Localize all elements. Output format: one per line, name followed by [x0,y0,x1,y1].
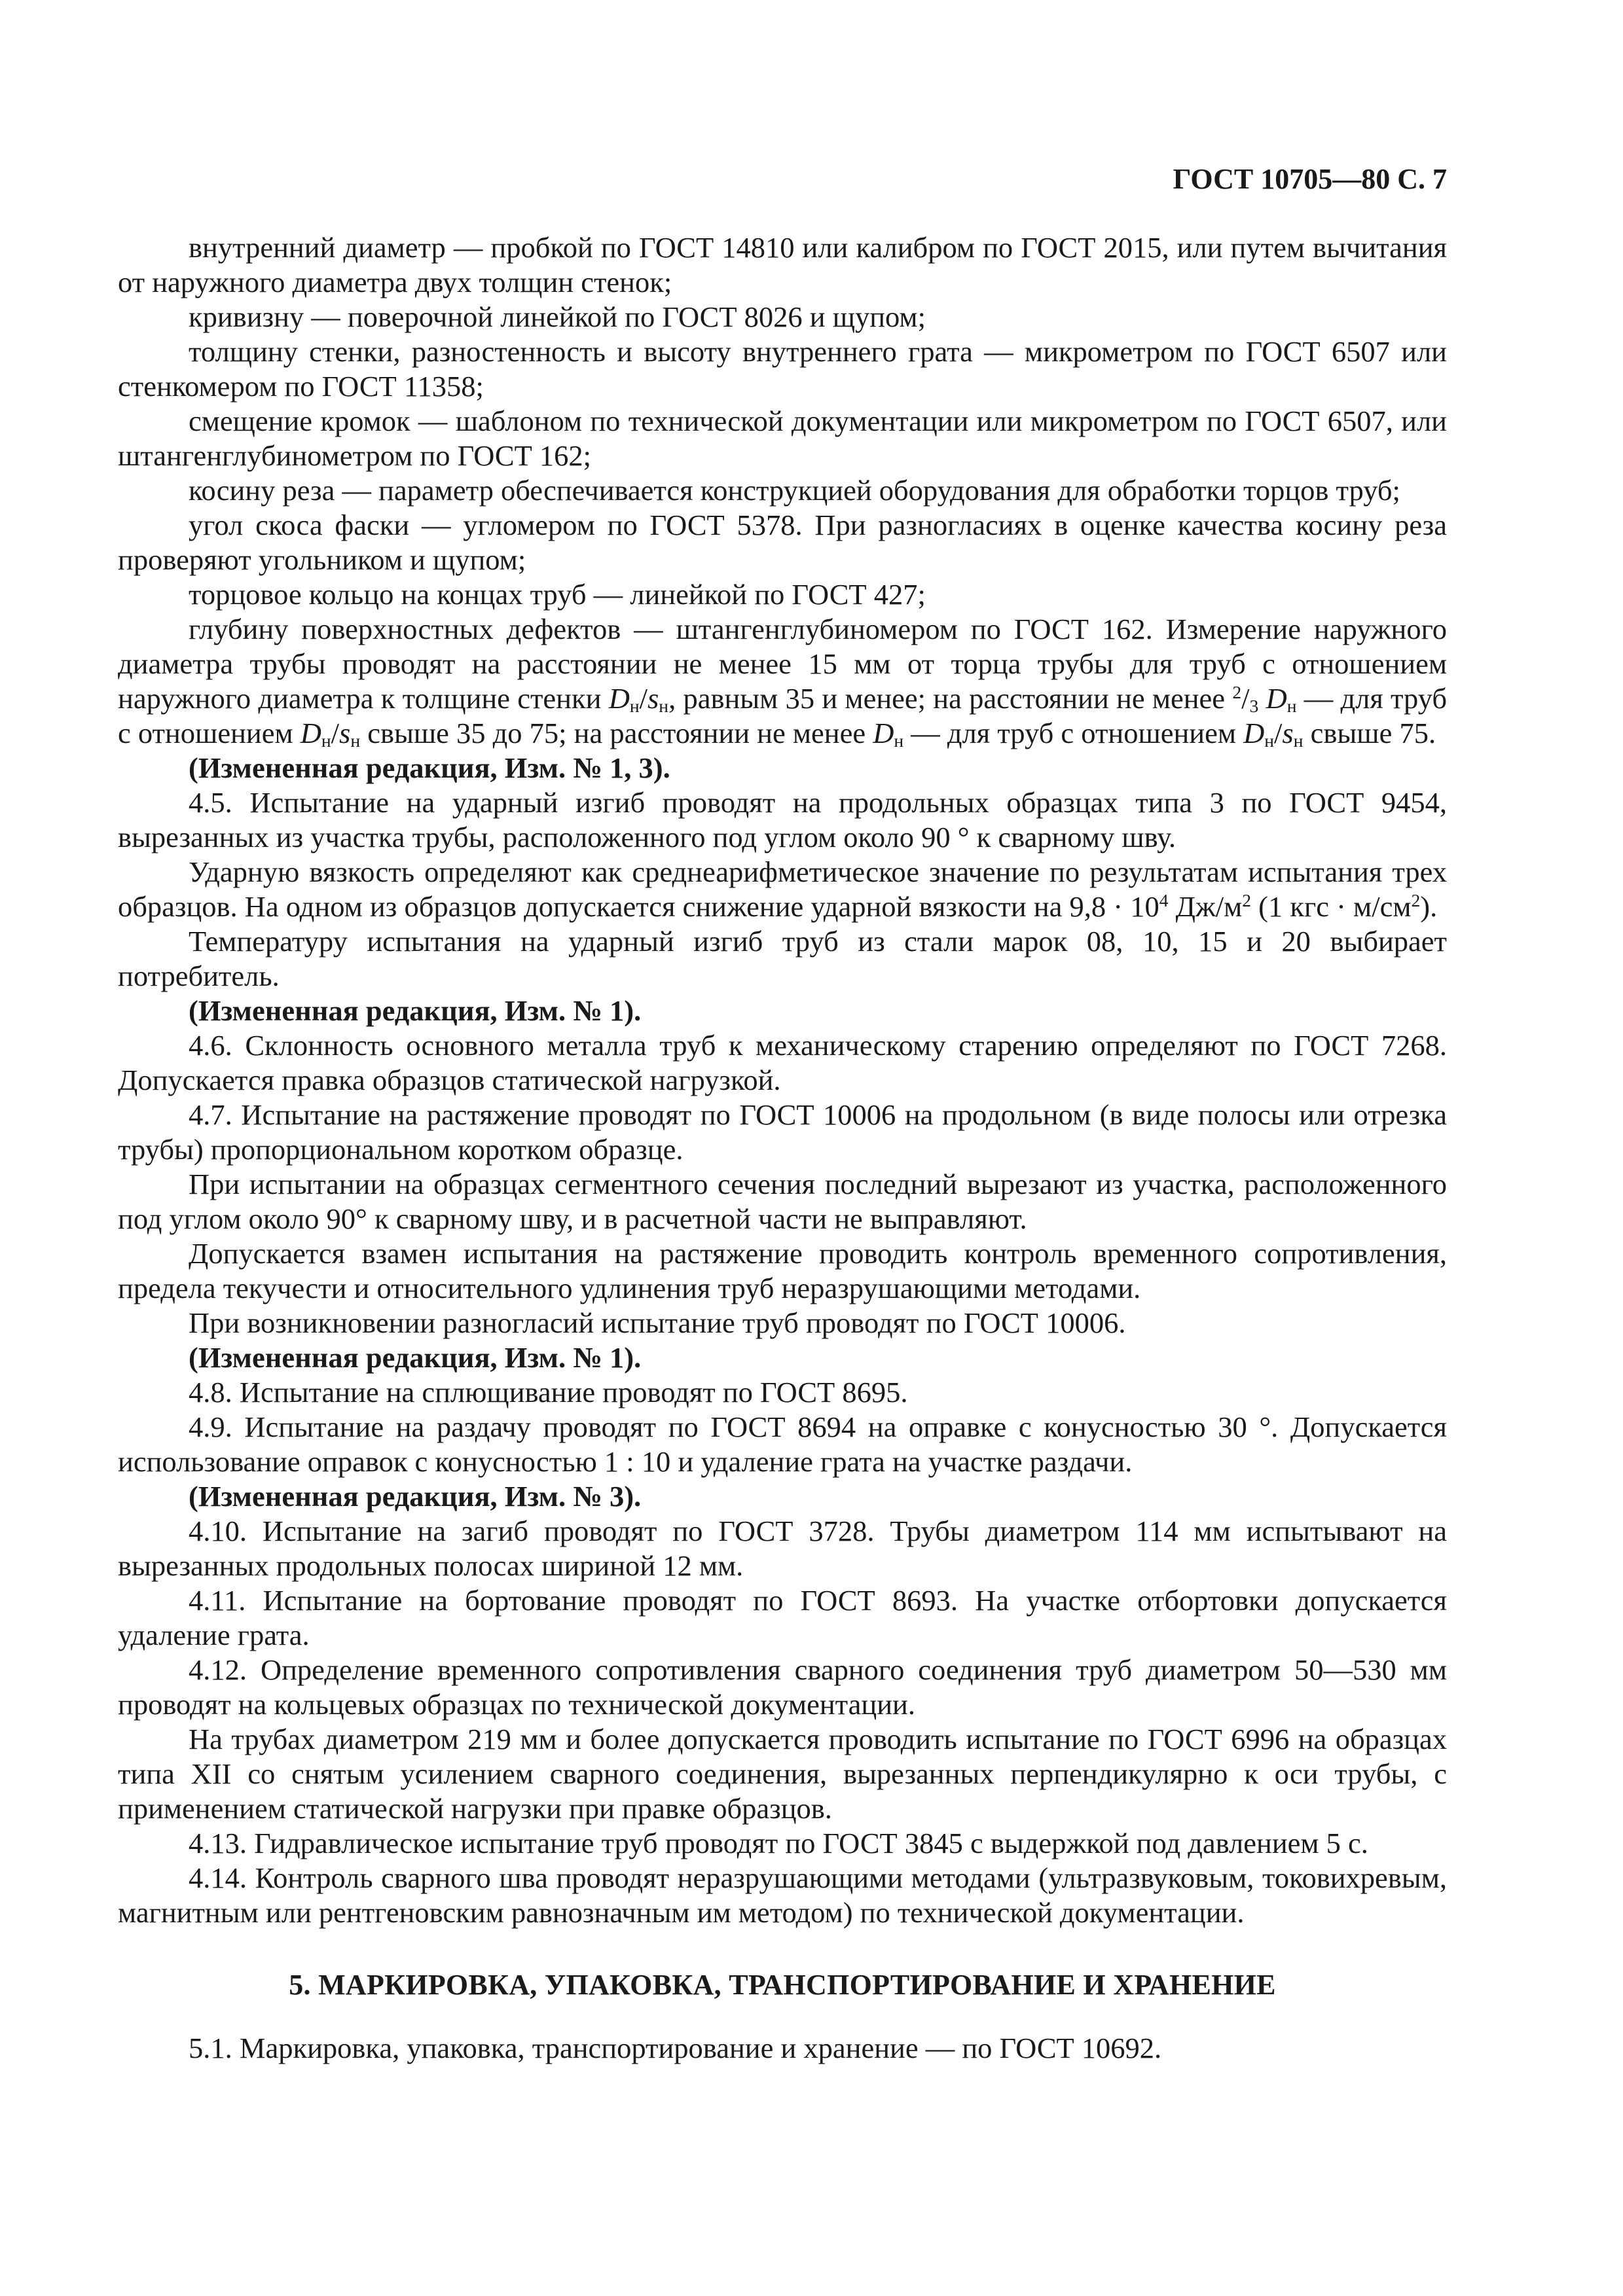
paragraph-4-9: 4.9. Испытание на раздачу проводят по ГОСТ 8694 на оправке с конусностью 30 °. Допускается использование оправок с конусностью 1 : 10 и удаление грата на участке раздачи. [118,1410,1447,1478]
paragraph-4-12: 4.12. Определение временного сопротивления сварного соединения труб диаметром 50—530 мм проводят на кольцевых образцах по технической документации. [118,1653,1447,1721]
paragraph-large-diameter: На трубах диаметром 219 мм и более допускается проводить испытание по ГОСТ 6996 на образцах типа XII со снятым усилением сварного соединения, вырезанных перпендикулярно к оси трубы, с применением статической нагрузки при правке образцов. [118,1723,1447,1825]
paragraph-4-5: 4.5. Испытание на ударный изгиб проводят на продольных образцах типа 3 по ГОСТ 9454, вырезанных из участка трубы, расположенного под углом около 90 ° к сварному шву. [118,786,1447,853]
paragraph-4-11: 4.11. Испытание на бортование проводят по ГОСТ 8693. На участке отбортовки допускается удаление грата. [118,1584,1447,1651]
paragraph-4-10: 4.10. Испытание на загиб проводят по ГОСТ 3728. Трубы диаметром 114 мм испытывают на вырезанных продольных полосах шириной 12 мм. [118,1515,1447,1582]
amendment-note: (Измененная редакция, Изм. № 1, 3). [189,751,670,784]
document-page [118,162,1447,2066]
paragraph-end-ring: торцовое кольцо на концах труб — линейкой по ГОСТ 427; [189,578,926,611]
paragraph-4-6: 4.6. Склонность основного металла труб к механическому старению определяют по ГОСТ 7268. Допускается правка образцов статической нагрузкой. [118,1029,1447,1096]
paragraph-4-14: 4.14. Контроль сварного шва проводят неразрушающими методами (ультразвуковым, токовихревым, магнитным или рентгеновским равнозначным им методом) по технической документации. [118,1861,1447,1929]
paragraph-5-1: 5.1. Маркировка, упаковка, транспортирование и хранение — по ГОСТ 10692. [189,2032,1162,2064]
paragraph-cut-skew: косину реза — параметр обеспечивается конструкцией оборудования для обработки торцов труб; [189,474,1400,507]
paragraph-4-7: 4.7. Испытание на растяжение проводят по ГОСТ 10006 на продольном (в виде полосы или отрезка трубы) пропорциональном коротком образце. [118,1098,1447,1166]
amendment-note: (Измененная редакция, Изм. № 1). [189,994,642,1027]
paragraph-4-8: 4.8. Испытание на сплющивание проводят по ГОСТ 8695. [189,1376,908,1408]
paragraph-edge-offset: смещение кромок — шаблоном по технической документации или микрометром по ГОСТ 6507, или штангенглубинометром по ГОСТ 162; [118,404,1447,472]
paragraph-4-13: 4.13. Гидравлическое испытание труб проводят по ГОСТ 3845 с выдержкой под давлением 5 с. [189,1827,1368,1859]
paragraph-dispute: При возникновении разногласий испытание труб проводят по ГОСТ 10006. [189,1306,1126,1339]
paragraph-impact-strength: Ударную вязкость определяют как среднеарифметическое значение по результатам испытания трех образцов. На одном из образцов допускается снижение ударной вязкости на $9,8 \cdot 10^4$ $Дж/м^2$ (1 кгс · $м/см^2$). [118,855,1447,923]
paragraph-curvature: кривизну — поверочной линейкой по ГОСТ 8026 и щупом; [189,300,926,333]
section-heading: 5. МАРКИРОВКА, УПАКОВКА, ТРАНСПОРТИРОВАНИЕ И ХРАНЕНИЕ [289,1969,1276,2001]
running-header: ГОСТ 10705—80 С. 7 [1173,163,1447,195]
amendment-note: (Измененная редакция, Изм. № 3). [189,1480,642,1513]
paragraph-test-temperature: Температуру испытания на ударный изгиб труб из стали марок 08, 10, 15 и 20 выбирает потребитель. [118,925,1447,992]
paragraph-defect-depth: глубину поверхностных дефектов — штангенглубиномером по ГОСТ 162. Измерение наружного диаметра трубы проводят на расстоянии не менее 15 мм от торца трубы для труб с отношением наружного диаметра к толщине стенки $D_н/s_н$, равным 35 и менее; на расстоянии не менее $^2/_3$ $D_н$ — для труб с отношением $D_н/s_н$ свыше 35 до 75; на расстоянии не менее $D_н$ — для труб с отношением $D_н/s_н$ свыше 75. [118,613,1448,751]
paragraph-ndt-control: Допускается взамен испытания на растяжение проводить контроль временного сопротивления, предела текучести и относительного удлинения труб неразрушающими методами. [118,1237,1447,1304]
paragraph-inner-diameter: внутренний диаметр — пробкой по ГОСТ 14810 или калибром по ГОСТ 2015, или путем вычитания от наружного диаметра двух толщин стенок; [118,231,1447,298]
amendment-note: (Измененная редакция, Изм. № 1). [189,1341,642,1374]
paragraph-wall-thickness: толщину стенки, разностенность и высоту внутреннего грата — микрометром по ГОСТ 6507 или стенкомером по ГОСТ 11358; [118,335,1447,403]
paragraph-bevel-angle: угол скоса фаски — угломером по ГОСТ 5378. При разногласиях в оценке качества косину реза проверяют угольником и щупом; [118,509,1447,576]
paragraph-segment-samples: При испытании на образцах сегментного сечения последний вырезают из участка, расположенного под углом около 90° к сварному шву, и в расчетной части не выправляют. [118,1168,1447,1235]
